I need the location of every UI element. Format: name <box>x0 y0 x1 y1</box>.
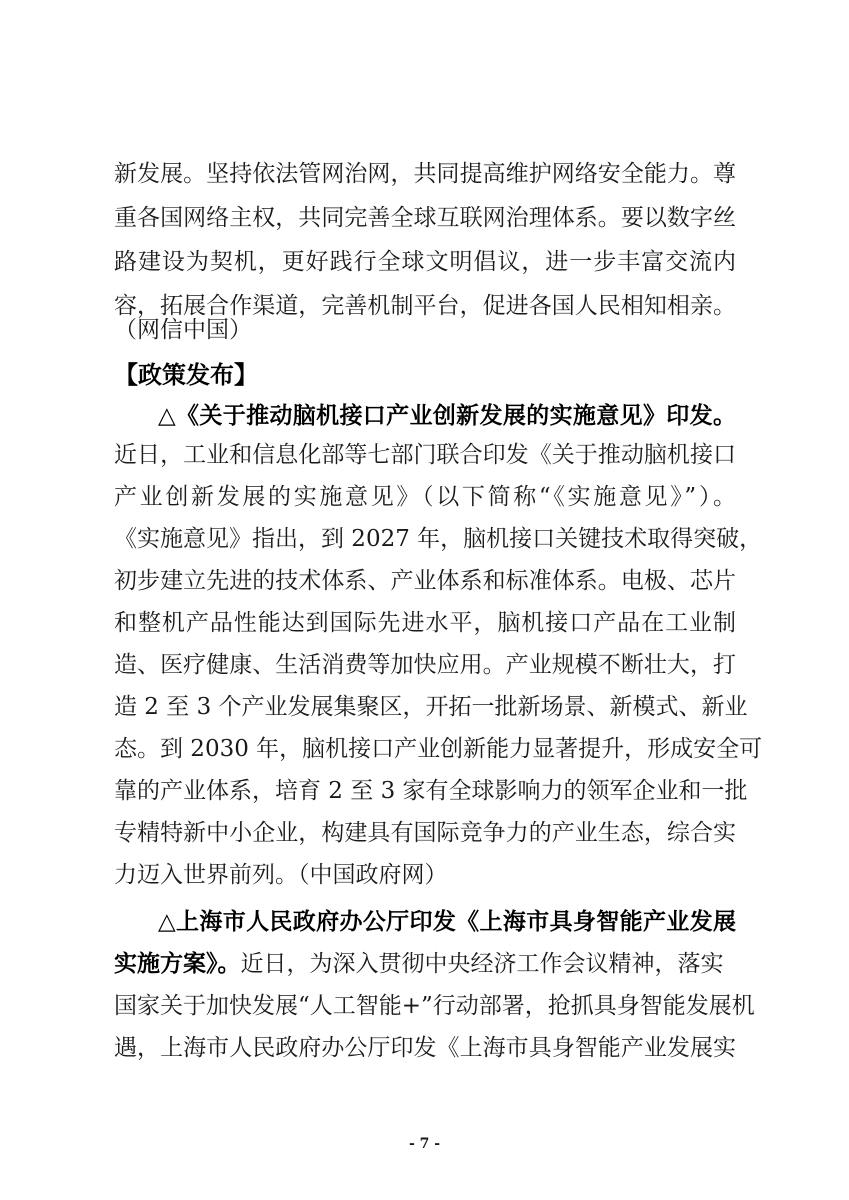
paragraph-line: 初步建立先进的技术体系、产业体系和标准体系。电极、芯片 <box>114 568 736 594</box>
paragraph-line: 产业创新发展的实施意见》（以下简称“《实施意见》”）。 <box>114 484 736 510</box>
paragraph-line: 遇，上海市人民政府办公厅印发《上海市具身智能产业发展实 <box>114 1035 736 1061</box>
source-citation: （网信中国） <box>114 317 252 343</box>
item-title-end: 实施方案》。 <box>114 950 241 977</box>
paragraph-line: 《实施意见》指出，到 2027 年，脑机接口关键技术取得突破， <box>114 526 763 552</box>
paragraph-line: 造 2 至 3 个产业发展集聚区，开拓一批新场景、新模式、新业 <box>114 694 748 720</box>
item-title: △《关于推动脑机接口产业创新发展的实施意见》印发。 <box>158 402 736 429</box>
paragraph-line: 路建设为契机，更好践行全球文明倡议，进一步丰富交流内 <box>114 249 736 275</box>
paragraph-line: 专精特新中小企业，构建具有国际竞争力的产业生态，综合实 <box>114 820 736 846</box>
paragraph-text: 近日，为深入贯彻中央经济工作会议精神，落实 <box>240 951 724 977</box>
paragraph-line: 近日，工业和信息化部等七部门联合印发《关于推动脑机接口 <box>114 442 736 468</box>
paragraph-line: 力迈入世界前列。（中国政府网） <box>114 862 448 888</box>
item-title: △上海市人民政府办公厅印发《上海市具身智能产业发展 <box>158 908 736 935</box>
section-heading: 【政策发布】 <box>114 360 258 389</box>
page-number: - 7 - <box>408 1136 441 1152</box>
paragraph-line: 新发展。坚持依法管网治网，共同提高维护网络安全能力。尊 <box>114 161 736 187</box>
paragraph-line: 造、医疗健康、生活消费等加快应用。产业规模不断壮大，打 <box>114 652 736 678</box>
paragraph-line: 和整机产品性能达到国际先进水平，脑机接口产品在工业制 <box>114 610 736 636</box>
paragraph-line: 态。到 2030 年，脑机接口产业创新能力显著提升，形成安全可 <box>114 736 763 762</box>
paragraph-line: 靠的产业体系，培育 2 至 3 家有全球影响力的领军企业和一批 <box>114 778 748 804</box>
paragraph-line: 国家关于加快发展“人工智能+”行动部署，抢抓具身智能发展机 <box>114 993 755 1019</box>
paragraph-line: 容，拓展合作渠道，完善机制平台，促进各国人民相知相亲。 <box>114 293 736 319</box>
paragraph-line: 重各国网络主权，共同完善全球互联网治理体系。要以数字丝 <box>114 205 736 231</box>
item-title-continued <box>114 946 736 982</box>
